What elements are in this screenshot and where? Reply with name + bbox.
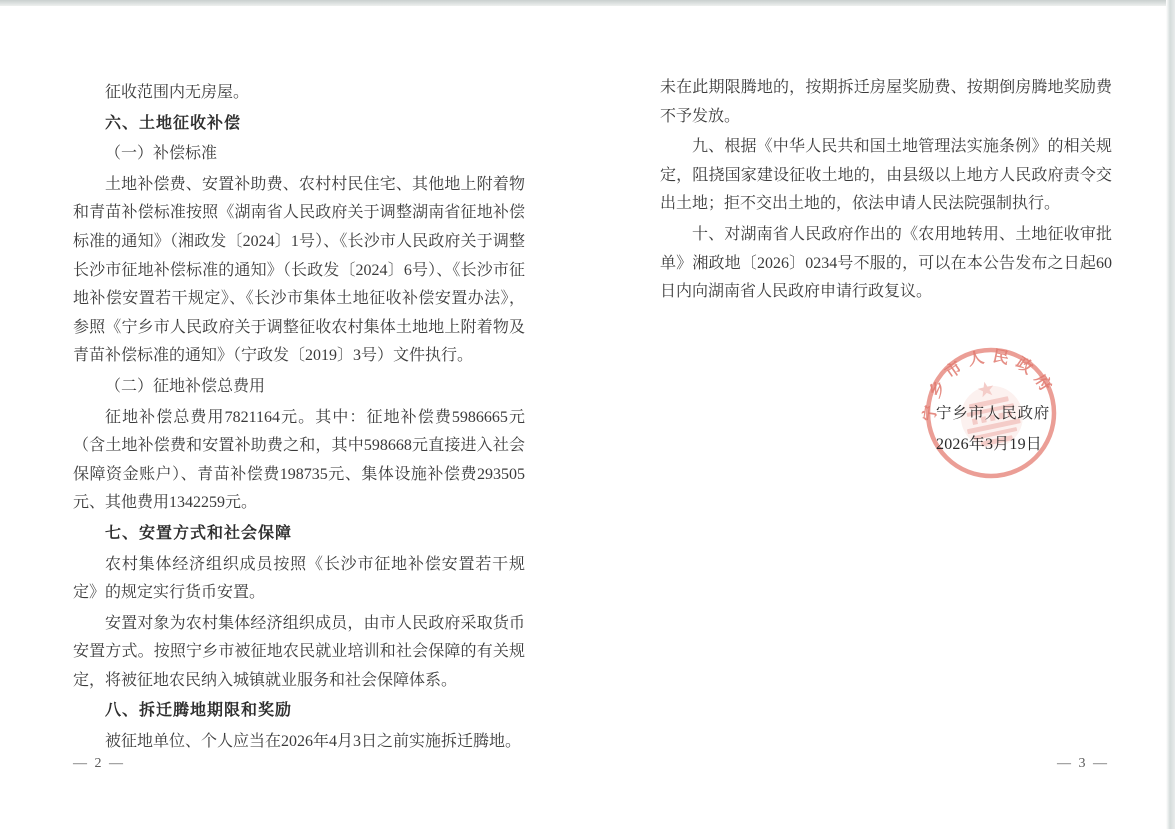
- paragraph: 土地补偿费、安置补助费、农村村民住宅、其他地上附着物和青苗补偿标准按照《湖南省人民政府关于调整湖南省征地补偿标准的通知》（湘政发〔2024〕1号）、《长沙市人民政府关于调整长沙市征地补偿标准的通知》（长政发〔2024〕6号）、《长沙市征地补偿安置若干规定》、《长沙市集体土地征收补偿安置办法》，参照《宁乡市人民政府关于调整征收农村集体土地地上附着物及青苗补偿标准的通知》（宁政发〔2019〕3号）文件执行。: [73, 175, 525, 365]
- paragraph: 九、根据《中华人民共和国土地管理法实施条例》的相关规定，阻挠国家建设征收土地的，由县级以上地方人民政府责令交出土地；拒不交出土地的，依法申请人民法院强制执行。: [660, 138, 1112, 213]
- page-number-2: — 2 —: [73, 756, 125, 771]
- scan-edge-top: [0, 0, 1175, 6]
- paragraph: 征地补偿总费用7821164元。其中：征地补偿费5986665元（含土地补偿费和安置补助费之和，其中598668元直接进入社会保障资金账户）、青苗补偿费198735元、集体设施补偿费293505元、其他费用1342259元。: [73, 408, 525, 512]
- paragraph: 农村集体经济组织成员按照《长沙市征地补偿安置若干规定》的规定实行货币安置。: [73, 555, 525, 602]
- page-number-3: — 3 —: [1057, 756, 1109, 771]
- sub-heading: （二）征地补偿总费用: [105, 377, 266, 395]
- section-heading-7: 七、安置方式和社会保障: [105, 524, 293, 542]
- section-heading-8: 八、拆迁腾地期限和奖励: [105, 702, 293, 720]
- paragraph: 安置对象为农村集体经济组织成员，由市人民政府采取货币安置方式。按照宁乡市被征地农民就业培训和社会保障的有关规定，将被征地农民纳入城镇就业服务和社会保障体系。: [73, 614, 525, 689]
- sub-heading: （一）补偿标准: [105, 145, 218, 163]
- signature-block: [936, 406, 1050, 453]
- scan-edge-right: [1166, 0, 1175, 829]
- signature-date: 2026年3月19日: [936, 436, 1043, 453]
- signature-authority: 宁乡市人民政府: [936, 405, 1051, 422]
- paragraph: 征收范围内无房屋。: [105, 84, 250, 101]
- paragraph: 被征地单位、个人应当在2026年4月3日之前实施拆迁腾地。: [105, 733, 522, 751]
- paragraph: 十、对湖南省人民政府作出的《农用地转用、土地征收审批单》湘政地〔2026〕0234号不服的，可以在本公告发布之日起60日内向湖南省人民政府申请行政复议。: [660, 225, 1112, 301]
- paragraph: 未在此期限腾地的，按期拆迁房屋奖励费、按期倒房腾地奖励费不予发放。: [660, 79, 1112, 125]
- page-3-text-column: [660, 74, 1112, 309]
- page-2-text-column: [73, 79, 525, 759]
- seal-text: 宁乡市人民政府: [921, 347, 1058, 423]
- section-heading-6: 六、土地征收补偿: [105, 114, 242, 132]
